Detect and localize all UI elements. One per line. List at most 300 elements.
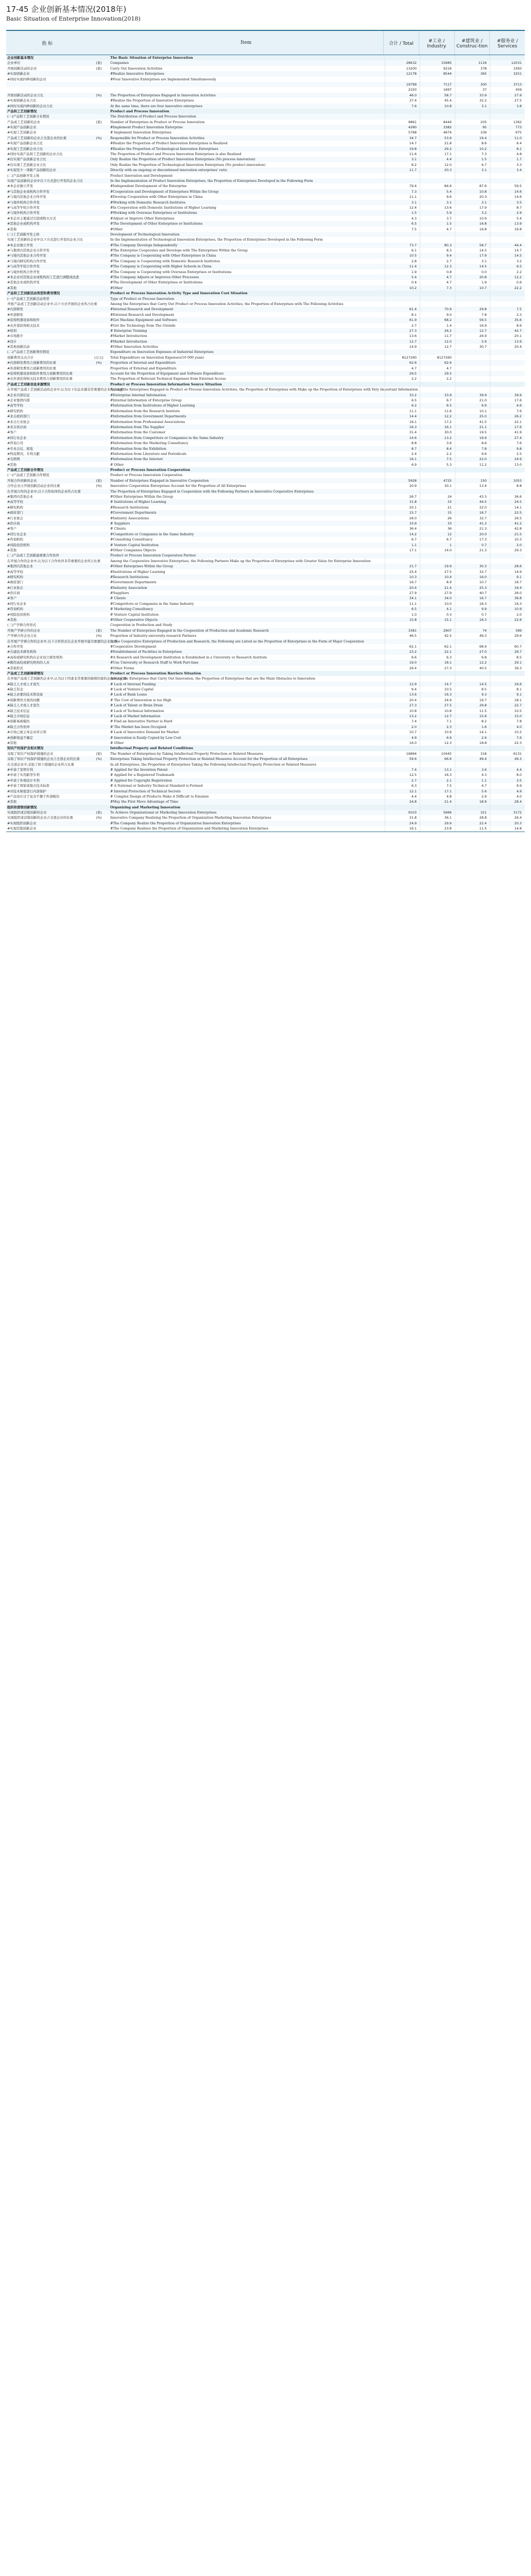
cell-construction: 16.7 bbox=[455, 510, 490, 515]
row-unit bbox=[89, 772, 109, 777]
row-label-cn: #申请了发明专利 bbox=[7, 767, 33, 772]
cell-total bbox=[385, 387, 420, 392]
row-unit bbox=[89, 553, 109, 558]
cell-industry: 70.9 bbox=[420, 307, 455, 312]
cell-industry: 17.2 bbox=[420, 419, 455, 425]
row-label-en: # Lack of Market Information bbox=[110, 714, 161, 719]
row-label-en: Type of Product or Process Innovation bbox=[110, 296, 175, 301]
row-unit bbox=[89, 205, 109, 210]
row-label-cn: 合作企业占开展创新活动企业的比重 bbox=[7, 484, 60, 488]
cell-industry: 1697 bbox=[420, 87, 455, 92]
cell-total: 19799 bbox=[385, 82, 420, 87]
cell-total bbox=[385, 745, 420, 751]
cell-services bbox=[490, 296, 525, 301]
row-label-cn: 产品和工艺创新活动类型和费用情况 bbox=[7, 291, 60, 296]
row-label-en: Product or Process Innovation Cooperation bbox=[110, 468, 191, 472]
table-row bbox=[6, 275, 525, 280]
row-label-cn: 知识产权保护及相关情况 bbox=[7, 746, 44, 751]
row-unit bbox=[89, 146, 109, 151]
cell-industry: 12.0 bbox=[420, 162, 455, 167]
table-row bbox=[6, 772, 525, 777]
row-unit bbox=[89, 532, 109, 537]
cell-construction: 68.9 bbox=[455, 644, 490, 649]
row-unit bbox=[89, 762, 109, 767]
cell-total: 62.6 bbox=[385, 360, 420, 365]
row-label-cn: 产品和工艺创新情况 bbox=[7, 109, 37, 113]
row-label-en: #The Company Adjusts or Improves Other Processes bbox=[110, 275, 199, 280]
table-row bbox=[6, 767, 525, 772]
cell-services: 39.3 bbox=[490, 666, 525, 671]
header-total: 合计 / Total bbox=[383, 31, 419, 55]
cell-industry: 1.5 bbox=[420, 221, 455, 226]
cell-construction bbox=[455, 114, 490, 119]
row-label-en: #Cooperation and Development of Enterprises Within the Group bbox=[110, 189, 219, 194]
row-unit bbox=[89, 280, 109, 285]
cell-total: 31.8 bbox=[385, 499, 420, 504]
row-label-cn: #实现工艺创新企业 bbox=[7, 130, 37, 135]
cell-total: 26.7 bbox=[385, 494, 420, 499]
cell-total: 11.1 bbox=[385, 409, 420, 414]
cell-construction bbox=[455, 553, 490, 558]
cell-services: 24.9 bbox=[490, 456, 525, 462]
cell-industry: 33.9 bbox=[420, 393, 455, 398]
row-label-en: #Realize Innovative Enterprises bbox=[110, 72, 164, 76]
cell-total bbox=[385, 55, 420, 60]
table-row bbox=[6, 526, 525, 531]
row-label-en: #The Company Realizes the Proportion of Organization and Marketing Innovation Enterprises bbox=[110, 826, 268, 831]
row-label-en: # Venture Capital Institution bbox=[110, 543, 159, 547]
cell-industry: 10.8 bbox=[420, 104, 455, 109]
cell-services: 16.3 bbox=[490, 601, 525, 606]
row-label-cn: #缺乏市场信息 bbox=[7, 714, 30, 719]
cell-total: 10.2 bbox=[385, 285, 420, 291]
cell-services bbox=[490, 232, 525, 237]
table-row bbox=[6, 312, 525, 317]
cell-industry: 10.5 bbox=[420, 687, 455, 692]
cell-total: 17.1 bbox=[385, 548, 420, 553]
row-label-en: #The Company is Cooperating with Other Enterprises in China bbox=[110, 253, 216, 258]
row-label-cn: #聘用高校或研究机构的人员 bbox=[7, 660, 50, 665]
row-label-en: #Adjust or Improve Other Enterprises bbox=[110, 216, 175, 221]
row-label-cn: #同时实现四种创新的企业占比 bbox=[7, 104, 53, 108]
row-unit: (家) bbox=[96, 61, 102, 65]
cell-total: 4280 bbox=[385, 125, 420, 130]
table-row bbox=[6, 221, 525, 226]
row-label-en: The Distribution of Product and Process Innovation bbox=[110, 114, 196, 119]
row-unit bbox=[89, 585, 109, 590]
cell-construction: 17.3 bbox=[455, 537, 490, 542]
row-label-en: Companies bbox=[110, 61, 129, 65]
row-unit bbox=[89, 456, 109, 462]
table-row bbox=[6, 703, 525, 708]
cell-services: 22.3 bbox=[490, 740, 525, 745]
row-label-cn: 开展创新活动的企业 bbox=[7, 66, 37, 71]
cell-industry: 16.3 bbox=[420, 692, 455, 697]
cell-total: 25.4 bbox=[385, 569, 420, 574]
row-label-cn: #仅实现产品创新企业占比 bbox=[7, 157, 46, 162]
cell-services: 3393 bbox=[490, 66, 525, 71]
cell-total: 12.1 bbox=[385, 789, 420, 794]
cell-industry bbox=[420, 382, 455, 387]
row-unit bbox=[89, 671, 109, 676]
row-unit bbox=[89, 505, 109, 510]
cell-industry: 4.7 bbox=[420, 275, 455, 280]
cell-total: 29.4 bbox=[385, 666, 420, 671]
table-header bbox=[6, 31, 525, 55]
cell-industry: 0.3 bbox=[420, 612, 455, 617]
table-row bbox=[6, 826, 525, 831]
cell-services: 28.6 bbox=[490, 564, 525, 569]
cell-total: 6.6 bbox=[385, 655, 420, 660]
cell-construction: 4.3 bbox=[455, 772, 490, 777]
table-row bbox=[6, 510, 525, 515]
cell-total: 14.6 bbox=[385, 435, 420, 440]
cell-total: 6.9 bbox=[385, 462, 420, 467]
row-label-cn: #与境外机构合作开发 bbox=[7, 200, 40, 205]
row-label-cn: #与其他企业或机构合作开发 bbox=[7, 189, 50, 194]
cell-industry: 29.5 bbox=[420, 371, 455, 376]
row-unit: (%) bbox=[96, 93, 102, 97]
row-label-en: # Other bbox=[110, 462, 124, 467]
table-row bbox=[6, 532, 525, 537]
table-row bbox=[6, 644, 525, 649]
cell-services: 14.6 bbox=[490, 189, 525, 194]
row-unit bbox=[89, 462, 109, 467]
cell-services: 3713 bbox=[490, 82, 525, 87]
cell-industry bbox=[420, 671, 455, 676]
cell-services: 3.8 bbox=[490, 104, 525, 109]
cell-services: 3.3 bbox=[490, 162, 525, 167]
row-unit bbox=[89, 296, 109, 301]
row-unit bbox=[89, 821, 109, 826]
cell-construction: 19.5 bbox=[455, 430, 490, 435]
cell-industry: 16.1 bbox=[420, 425, 455, 430]
cell-total: 7.5 bbox=[385, 227, 420, 232]
table-row bbox=[6, 82, 525, 87]
cell-services: 1.7 bbox=[490, 157, 525, 162]
cell-construction: 1.1 bbox=[455, 778, 490, 783]
row-label-en: Directly with an ongoing or discontinued innovation enterprises' ratio bbox=[110, 168, 227, 173]
table-row bbox=[6, 451, 525, 456]
table-row bbox=[6, 478, 525, 483]
cell-construction bbox=[455, 301, 490, 307]
row-label-cn: 实现组织或营销创新的企业 bbox=[7, 810, 47, 815]
table-row bbox=[6, 574, 525, 580]
cell-construction: 40.7 bbox=[455, 590, 490, 596]
row-unit bbox=[89, 521, 109, 526]
row-label-en: The Basic Situation of Enterprise Innovation bbox=[110, 56, 193, 60]
table-row bbox=[6, 440, 525, 446]
cell-construction: 10.7 bbox=[455, 285, 490, 291]
cell-total bbox=[385, 622, 420, 628]
row-label-en: The Proportion of Product and Process Innovation Enterprises is also Realized bbox=[110, 152, 242, 157]
row-label-cn: #同时实现产品和工艺创新的企业占比 bbox=[7, 152, 63, 157]
row-unit bbox=[89, 285, 109, 291]
row-unit bbox=[89, 307, 109, 312]
cell-total: 9.4 bbox=[385, 687, 420, 692]
row-label-en: # Enterprise Training bbox=[110, 328, 147, 333]
cell-services: 14.7 bbox=[490, 248, 525, 253]
row-label-en: #Information from the Internet bbox=[110, 457, 163, 462]
cell-industry: 4.7 bbox=[420, 227, 455, 232]
cell-industry: 8127260 bbox=[420, 355, 455, 360]
table-row bbox=[6, 639, 525, 644]
row-label-en: #Other Enterprises Within the Group bbox=[110, 495, 173, 499]
cell-construction: 29.8 bbox=[455, 307, 490, 312]
cell-construction bbox=[455, 762, 490, 767]
cell-construction: 150 bbox=[455, 478, 490, 483]
row-label-cn: #实现至少一项新产品创新的企业 bbox=[7, 168, 56, 173]
cell-services: 41.2 bbox=[490, 521, 525, 526]
cell-services: 7.8 bbox=[490, 719, 525, 724]
cell-total: 7.4 bbox=[385, 719, 420, 724]
row-label-en: #Other Enterprises Within the Group bbox=[110, 564, 173, 569]
cell-total: 8127260 bbox=[385, 355, 420, 360]
cell-construction: 9.6 bbox=[455, 451, 490, 456]
row-label-cn: #咨询机构 bbox=[7, 607, 23, 612]
cell-industry: 62.1 bbox=[420, 644, 455, 649]
table-row bbox=[6, 243, 525, 248]
table-row bbox=[6, 762, 525, 767]
row-label-en: #Other bbox=[110, 227, 123, 231]
row-unit: (万元) bbox=[94, 355, 104, 360]
table-row bbox=[6, 714, 525, 719]
row-label-cn: 产品或工艺创新合作情况 bbox=[7, 468, 44, 472]
row-unit bbox=[89, 333, 109, 338]
cell-total: 33.9 bbox=[385, 521, 420, 526]
row-label-en: #Use University or Research Staff to Work Part-time bbox=[110, 660, 199, 665]
cell-total: 6.2 bbox=[385, 403, 420, 408]
cell-total: 46.5 bbox=[385, 633, 420, 638]
cell-services: 2.5 bbox=[490, 451, 525, 456]
row-label-cn: 在全部企业中,采取了如下措施的企业所占比重 bbox=[7, 762, 74, 767]
row-label-en: # Internal Protection of Technical Secrets bbox=[110, 789, 181, 793]
cell-total: 2.8 bbox=[385, 259, 420, 264]
table-row bbox=[6, 307, 525, 312]
table-row bbox=[6, 783, 525, 788]
table-row bbox=[6, 425, 525, 430]
cell-total: 28632 bbox=[385, 60, 420, 65]
row-label-en: #Establishment of Facilities in Enterprises bbox=[110, 650, 182, 654]
cell-construction: 28.8 bbox=[455, 815, 490, 820]
cell-services bbox=[490, 291, 525, 296]
row-label-cn: 产学研合作企业占比 bbox=[7, 634, 37, 638]
table-row bbox=[6, 708, 525, 714]
row-label-cn: #供应商 bbox=[7, 521, 20, 526]
row-label-cn: #市场已被主导企业所占领 bbox=[7, 730, 46, 735]
table-row bbox=[6, 77, 525, 82]
row-label-cn bbox=[6, 82, 89, 87]
cell-total: 10.5 bbox=[385, 253, 420, 258]
cell-total: 16.1 bbox=[385, 456, 420, 462]
cell-total: 2.4 bbox=[385, 451, 420, 456]
header-services: #服务业 / Services bbox=[489, 31, 525, 55]
cell-total bbox=[385, 676, 420, 681]
row-unit bbox=[89, 317, 109, 323]
cell-industry: 13.6 bbox=[420, 205, 455, 210]
cell-industry: 10445 bbox=[420, 751, 455, 756]
row-label-cn: #其他 bbox=[7, 462, 17, 467]
row-label-cn: #企业内部信息 bbox=[7, 393, 30, 397]
row-label-cn: #其他企业或机构开发 bbox=[7, 280, 40, 285]
cell-services: 16.8 bbox=[490, 227, 525, 232]
cell-services: 49.3 bbox=[490, 756, 525, 761]
row-unit bbox=[89, 510, 109, 515]
cell-construction: 300 bbox=[455, 82, 490, 87]
row-label-en: Among the Enterprises that Carry Out Innovation, the Proportion of Enterprises that are the Main Obstacles to Innovation bbox=[110, 676, 316, 681]
cell-construction: 39.9 bbox=[455, 393, 490, 398]
table-row bbox=[6, 537, 525, 542]
row-label-cn: #产品设计过于复杂不便于外部模仿 bbox=[7, 794, 60, 799]
row-unit bbox=[89, 590, 109, 596]
table-row bbox=[6, 622, 525, 628]
cell-industry: 8544 bbox=[420, 71, 455, 76]
cell-total: 19.0 bbox=[385, 660, 420, 665]
table-row bbox=[6, 120, 525, 125]
row-unit bbox=[89, 264, 109, 269]
cell-total: 1.9 bbox=[385, 269, 420, 275]
table-row bbox=[6, 296, 525, 301]
row-label-cn: 采取了知识产权保护措施的企业 bbox=[7, 751, 54, 756]
table-row bbox=[6, 227, 525, 232]
row-label-cn: #申请了国家或地方技术标准 bbox=[7, 784, 50, 788]
cell-services: 26.2 bbox=[490, 414, 525, 419]
cell-industry: 84.6 bbox=[420, 183, 455, 189]
row-label-en: #Get the Technology from The Outside bbox=[110, 323, 176, 328]
cell-total: 24.9 bbox=[385, 821, 420, 826]
row-unit bbox=[89, 259, 109, 264]
cell-services: 3251 bbox=[490, 71, 525, 76]
row-unit bbox=[89, 569, 109, 574]
row-label-en: #Consulting Consultancy bbox=[110, 537, 153, 542]
cell-construction: 6.9 bbox=[455, 403, 490, 408]
cell-services: 29.7 bbox=[490, 649, 525, 654]
table-row bbox=[6, 735, 525, 740]
row-label-cn: 开展产学研合作的企业 bbox=[7, 628, 40, 633]
row-label-en: Innovative Company Realizing the Proportion of Organization Marketing Innovation Enterprises bbox=[110, 816, 271, 820]
table-row bbox=[6, 237, 525, 242]
cell-industry: 68.2 bbox=[420, 317, 455, 323]
cell-industry: 17.1 bbox=[420, 151, 455, 157]
cell-construction: 6.8 bbox=[455, 655, 490, 660]
row-label-cn: #来自供应商 bbox=[7, 425, 27, 429]
row-label-cn: #实现创新企业 bbox=[7, 72, 30, 76]
row-unit: (%) bbox=[96, 634, 102, 638]
table-row bbox=[6, 601, 525, 606]
table-row bbox=[6, 93, 525, 98]
row-unit bbox=[89, 446, 109, 451]
cell-industry: 3.7 bbox=[420, 216, 455, 221]
cell-construction bbox=[455, 296, 490, 301]
cell-construction: 19.7 bbox=[455, 698, 490, 703]
row-label-cn: #高等学校 bbox=[7, 569, 23, 574]
cell-industry: 2.2 bbox=[420, 451, 455, 456]
row-unit bbox=[89, 55, 109, 60]
row-label-cn: #企业集团内部 bbox=[7, 398, 30, 402]
row-unit bbox=[89, 248, 109, 253]
cell-services: 12.2 bbox=[490, 275, 525, 280]
row-unit bbox=[89, 644, 109, 649]
cell-total bbox=[385, 291, 420, 296]
header-indicator: 指 标 bbox=[42, 41, 53, 46]
row-label-cn: 企业单位 bbox=[7, 61, 21, 65]
section-row bbox=[6, 109, 525, 114]
cell-industry: 3.6 bbox=[420, 440, 455, 446]
row-label-cn: #缺乏人才或人才流失 bbox=[7, 682, 40, 686]
cell-construction: 0.7 bbox=[455, 612, 490, 617]
row-label-cn: #本企业主要通过引进或购买方式 bbox=[7, 216, 56, 221]
row-label-cn: #对技术秘密进行内部保护 bbox=[7, 789, 46, 793]
row-label-en: Product or Process Innovation Information Source Situation bbox=[110, 382, 222, 386]
cell-industry: 15685 bbox=[420, 60, 455, 65]
row-label-en: Product or Process Innovation Cooperation bbox=[110, 473, 183, 478]
cell-services: 14.9 bbox=[490, 569, 525, 574]
row-label-en: #Suppliers bbox=[110, 591, 129, 596]
row-unit: (%) bbox=[96, 757, 102, 761]
table-row bbox=[6, 687, 525, 692]
row-unit bbox=[89, 660, 109, 665]
table-row bbox=[6, 606, 525, 612]
cell-total: 10.8 bbox=[385, 708, 420, 714]
cell-construction bbox=[455, 467, 490, 472]
cell-construction: 49.4 bbox=[455, 756, 490, 761]
row-label-en: #Other Cooperative Objects bbox=[110, 618, 158, 622]
row-label-en: Product or Process Innovation Cooperation Partner bbox=[110, 553, 196, 558]
cell-construction: 10.9 bbox=[455, 216, 490, 221]
row-unit bbox=[89, 371, 109, 376]
table-row bbox=[6, 462, 525, 467]
cell-services: 17.6 bbox=[490, 425, 525, 430]
table-row bbox=[6, 194, 525, 199]
cell-services bbox=[490, 360, 525, 365]
cell-total: 16.0 bbox=[385, 740, 420, 745]
table-row bbox=[6, 676, 525, 681]
cell-services: 3.5 bbox=[490, 778, 525, 783]
row-label-cn: (一)产品或工艺创新活动类型 bbox=[7, 296, 49, 301]
cell-industry: 5.3 bbox=[420, 462, 455, 467]
cell-construction bbox=[455, 173, 490, 178]
cell-services: 59.5 bbox=[490, 183, 525, 189]
cell-construction bbox=[455, 349, 490, 354]
cell-construction: 22.4 bbox=[455, 821, 490, 826]
cell-industry: 2.7 bbox=[420, 259, 455, 264]
cell-services: 9.1 bbox=[490, 574, 525, 580]
table-row bbox=[6, 328, 525, 333]
table-row bbox=[6, 799, 525, 804]
cell-total: 12.9 bbox=[385, 682, 420, 687]
table-row bbox=[6, 360, 525, 365]
row-unit bbox=[89, 794, 109, 799]
row-label-en: In the Implementation of Product Innovation Enterprises, the Proportion of Enterprises Developed in the Following Form bbox=[110, 178, 313, 183]
data-table bbox=[6, 30, 525, 832]
cell-industry: 21.8 bbox=[420, 141, 455, 146]
cell-services: 8.8 bbox=[490, 483, 525, 488]
row-unit bbox=[89, 440, 109, 446]
row-label-en: Enterprises Taking Intellectual Property Protection or Related Measures Account for the Proportion of all Enterprises bbox=[110, 757, 308, 761]
row-label-en: Among the Cooperative Innovative Enterprises, the Following Partners Make up the Proportion of Enterprises with Greater Value for Enterprise Innovation bbox=[110, 558, 371, 563]
cell-industry: 16.3 bbox=[420, 772, 455, 777]
cell-total: 26.0 bbox=[385, 516, 420, 521]
row-unit bbox=[89, 339, 109, 344]
cell-services: 16.7 bbox=[490, 580, 525, 585]
cell-services: 10.3 bbox=[490, 537, 525, 542]
row-label-cn: 在开展合作的企业中,以下合作伙伴的企业所占比重 bbox=[7, 489, 81, 494]
cell-industry: 10.8 bbox=[420, 708, 455, 714]
row-unit: (%) bbox=[96, 361, 102, 365]
row-label-cn: #申请了外观设计专利 bbox=[7, 778, 40, 783]
table-row bbox=[6, 789, 525, 794]
row-label-en: #Information from the Marketing Consultancy bbox=[110, 441, 189, 446]
